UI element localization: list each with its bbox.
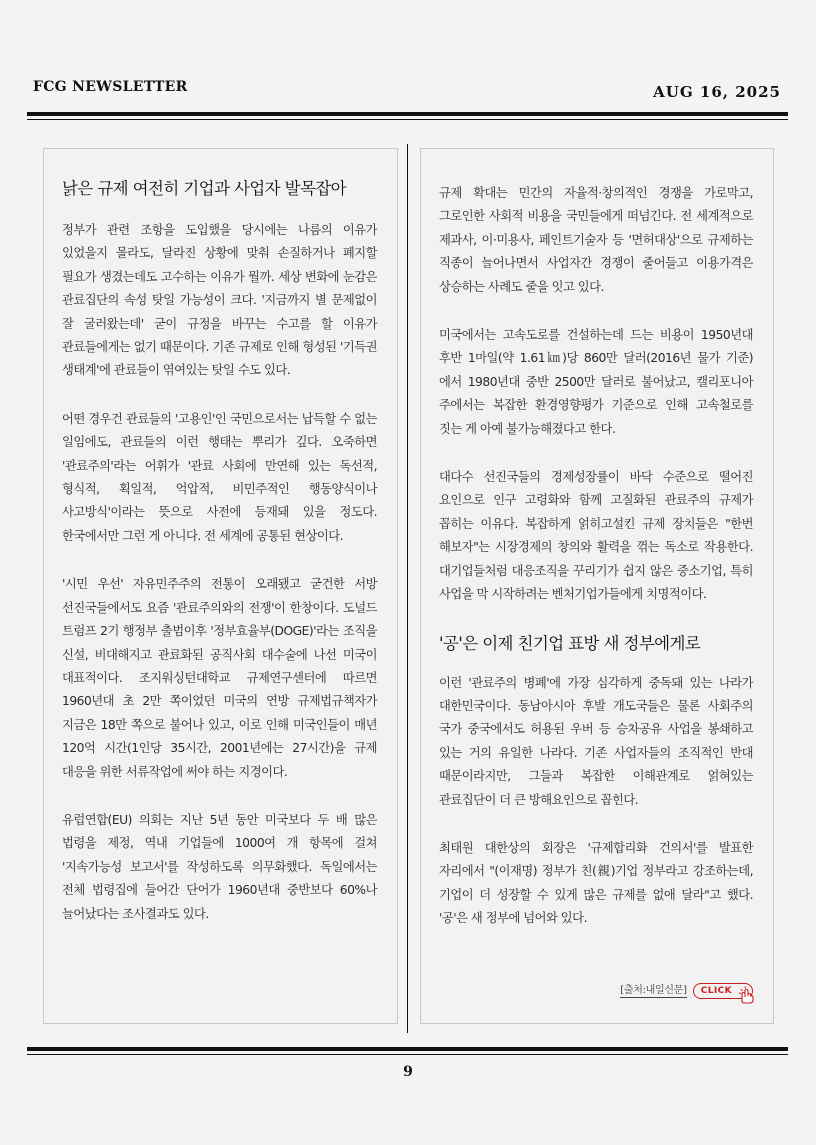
paragraph: 규제 확대는 민간의 자율적·창의적인 경쟁을 가로막고, 그로인한 사회적 비용을 국민들에게 떠넘긴다. 전 세계적으로 제과사, 이·미용사, 페인트기술자 등 '면허대상'으로 규제하는 직종이 늘어나면서 사업자간 경쟁이 줄어들고 이용가격은 상승하는 사례도 줄을 잇고 있다. <box>439 186 753 294</box>
newsletter-title: FCG NEWSLETTER <box>33 79 188 95</box>
paragraph: 정부가 관련 조항을 도입했을 당시에는 나름의 이유가 있었을지 몰라도, 달라진 상황에 맞춰 손질하거나 폐지할 필요가 생겼는데도 고수하는 이유가 뭘까. 세상 변화에 눈감은 관료집단의 속성 탓일 가능성이 크다. '지금까지 별 문제없이 잘 굴러왔는데' 굳이 규정을 바꾸는 수고를 할 이유가 관료들에게는 없기 때문이다. 기존 규제로 인해 형성된 '기득권 생태계'에 관료들이 엮여있는 탓일 수도 있다. <box>62 223 377 378</box>
header-rule-thin <box>27 119 788 120</box>
column-divider <box>407 144 408 1033</box>
paragraph: '시민 우선' 자유민주주의 전통이 오래됐고 굳건한 서방 선진국들에서도 요즘 '관료주의와의 전쟁'이 한창이다. 도널드 트럼프 2기 행정부 출범이후 '정부효율부(DOGE)'라는 조직을 신설, 비대해지고 관료화된 공직사회 대수술에 나선 미국이 대표적이다. 조지워싱턴대학교 규제연구센터에 따르면 1960년대 초 2만 쪽이었던 미국의 연방 규제법규책자가 지금은 18만 쪽으로 불어나 있고, 이로 인해 미국인들이 매년 120억 시간(1인당 35시간, 2001년에는 27시간)을 규제 대응을 위한 서류작업에 써야 하는 지경이다. <box>62 577 377 779</box>
paragraph: 미국에서는 고속도로를 건설하는데 드는 비용이 1950년대 후반 1마일(약 1.61㎞)당 860만 달러(2016년 물가 기준)에서 1980년대 중반 2500만 달러로 불어났고, 캘리포니아 주에서는 복잡한 환경영향평가 기준으로 인해 고속철로를 짓는 게 아예 불가능해졌다고 한다. <box>439 328 753 436</box>
paragraph: 유럽연합(EU) 의회는 지난 5년 동안 미국보다 두 배 많은 법령을 제정, 역내 기업들에 1000여 개 항목에 걸쳐 '지속가능성 보고서'를 작성하도록 의무화했다. 독일에서는 전체 법령집에 들어간 단어가 1960년대 중반보다 60%나 늘어났다는 조사결과도 있다. <box>62 812 377 921</box>
section-subtitle: '공'은 이제 친기업 표방 새 정부에게로 <box>439 633 701 653</box>
paragraph: 어떤 경우건 관료들의 '고용인'인 국민으로서는 납득할 수 없는 일임에도, 관료들의 이런 행태는 뿌리가 깊다. 오죽하면 '관료주의'라는 어휘가 '관료 사회에 만연해 있는 독선적, 형식적, 획일적, 억압적, 비민주적인 행동양식이나 사고방식'이라는 뜻으로 사전에 등재돼 있을 정도다. 한국에서만 그런 게 아니다. 전 세계에 공통된 현상이다. <box>62 411 377 543</box>
footer-rule-thick <box>27 1047 788 1051</box>
right-article-column <box>420 148 774 1024</box>
left-column-title: 낡은 규제 여전히 기업과 사업자 발목잡아 <box>62 179 346 198</box>
paragraph: 최태원 대한상의 회장은 '규제합리화 건의서'를 발표한 자리에서 "(이재명) 정부가 친(親)기업 정부라고 강조하는데, 기업이 더 성장할 수 있게 많은 규제를 없애 달라"고 했다. '공'은 새 정부에 넘어와 있다. <box>439 840 753 926</box>
paragraph: 이런 '관료주의 병폐'에 가장 심각하게 중독돼 있는 나라가 대한민국이다. 동남아시아 후발 개도국들은 물론 사회주의 국가 중국에서도 허용된 우버 등 승차공유 사업을 봉쇄하고 있는 거의 유일한 나라다. 기존 사업자들의 조직적인 반대 때문이라지만, 그들과 복잡한 이해관계로 얽혀있는 관료집단이 더 큰 방해요인으로 꼽힌다. <box>439 675 753 807</box>
source-row <box>620 983 753 999</box>
issue-date: AUG 16, 2025 <box>653 83 781 101</box>
header-rule-thick <box>27 112 788 116</box>
footer-rule-thin <box>27 1054 788 1055</box>
click-button-label: CLICK <box>700 986 732 996</box>
click-button[interactable] <box>693 983 753 999</box>
page-number: 9 <box>403 1064 413 1080</box>
pointing-hand-icon <box>736 986 756 1004</box>
left-article-column <box>43 148 398 1024</box>
paragraph: 대다수 선진국들의 경제성장률이 바닥 수준으로 떨어진 요인으로 인구 고령화와 함께 고질화된 관료주의 규제가 꼽히는 이유다. 복잡하게 얽히고설킨 규제 장치들은 "한번 해보자"는 시장경제의 창의와 활력을 꺾는 독소로 작용한다. 대기업들처럼 대응조직을 꾸리기가 쉽지 않은 중소기업, 특히 사업을 막 시작하려는 벤처기업가들에게 치명적이다. <box>439 470 753 602</box>
source-link[interactable]: [출처:내일신문] <box>620 984 687 996</box>
